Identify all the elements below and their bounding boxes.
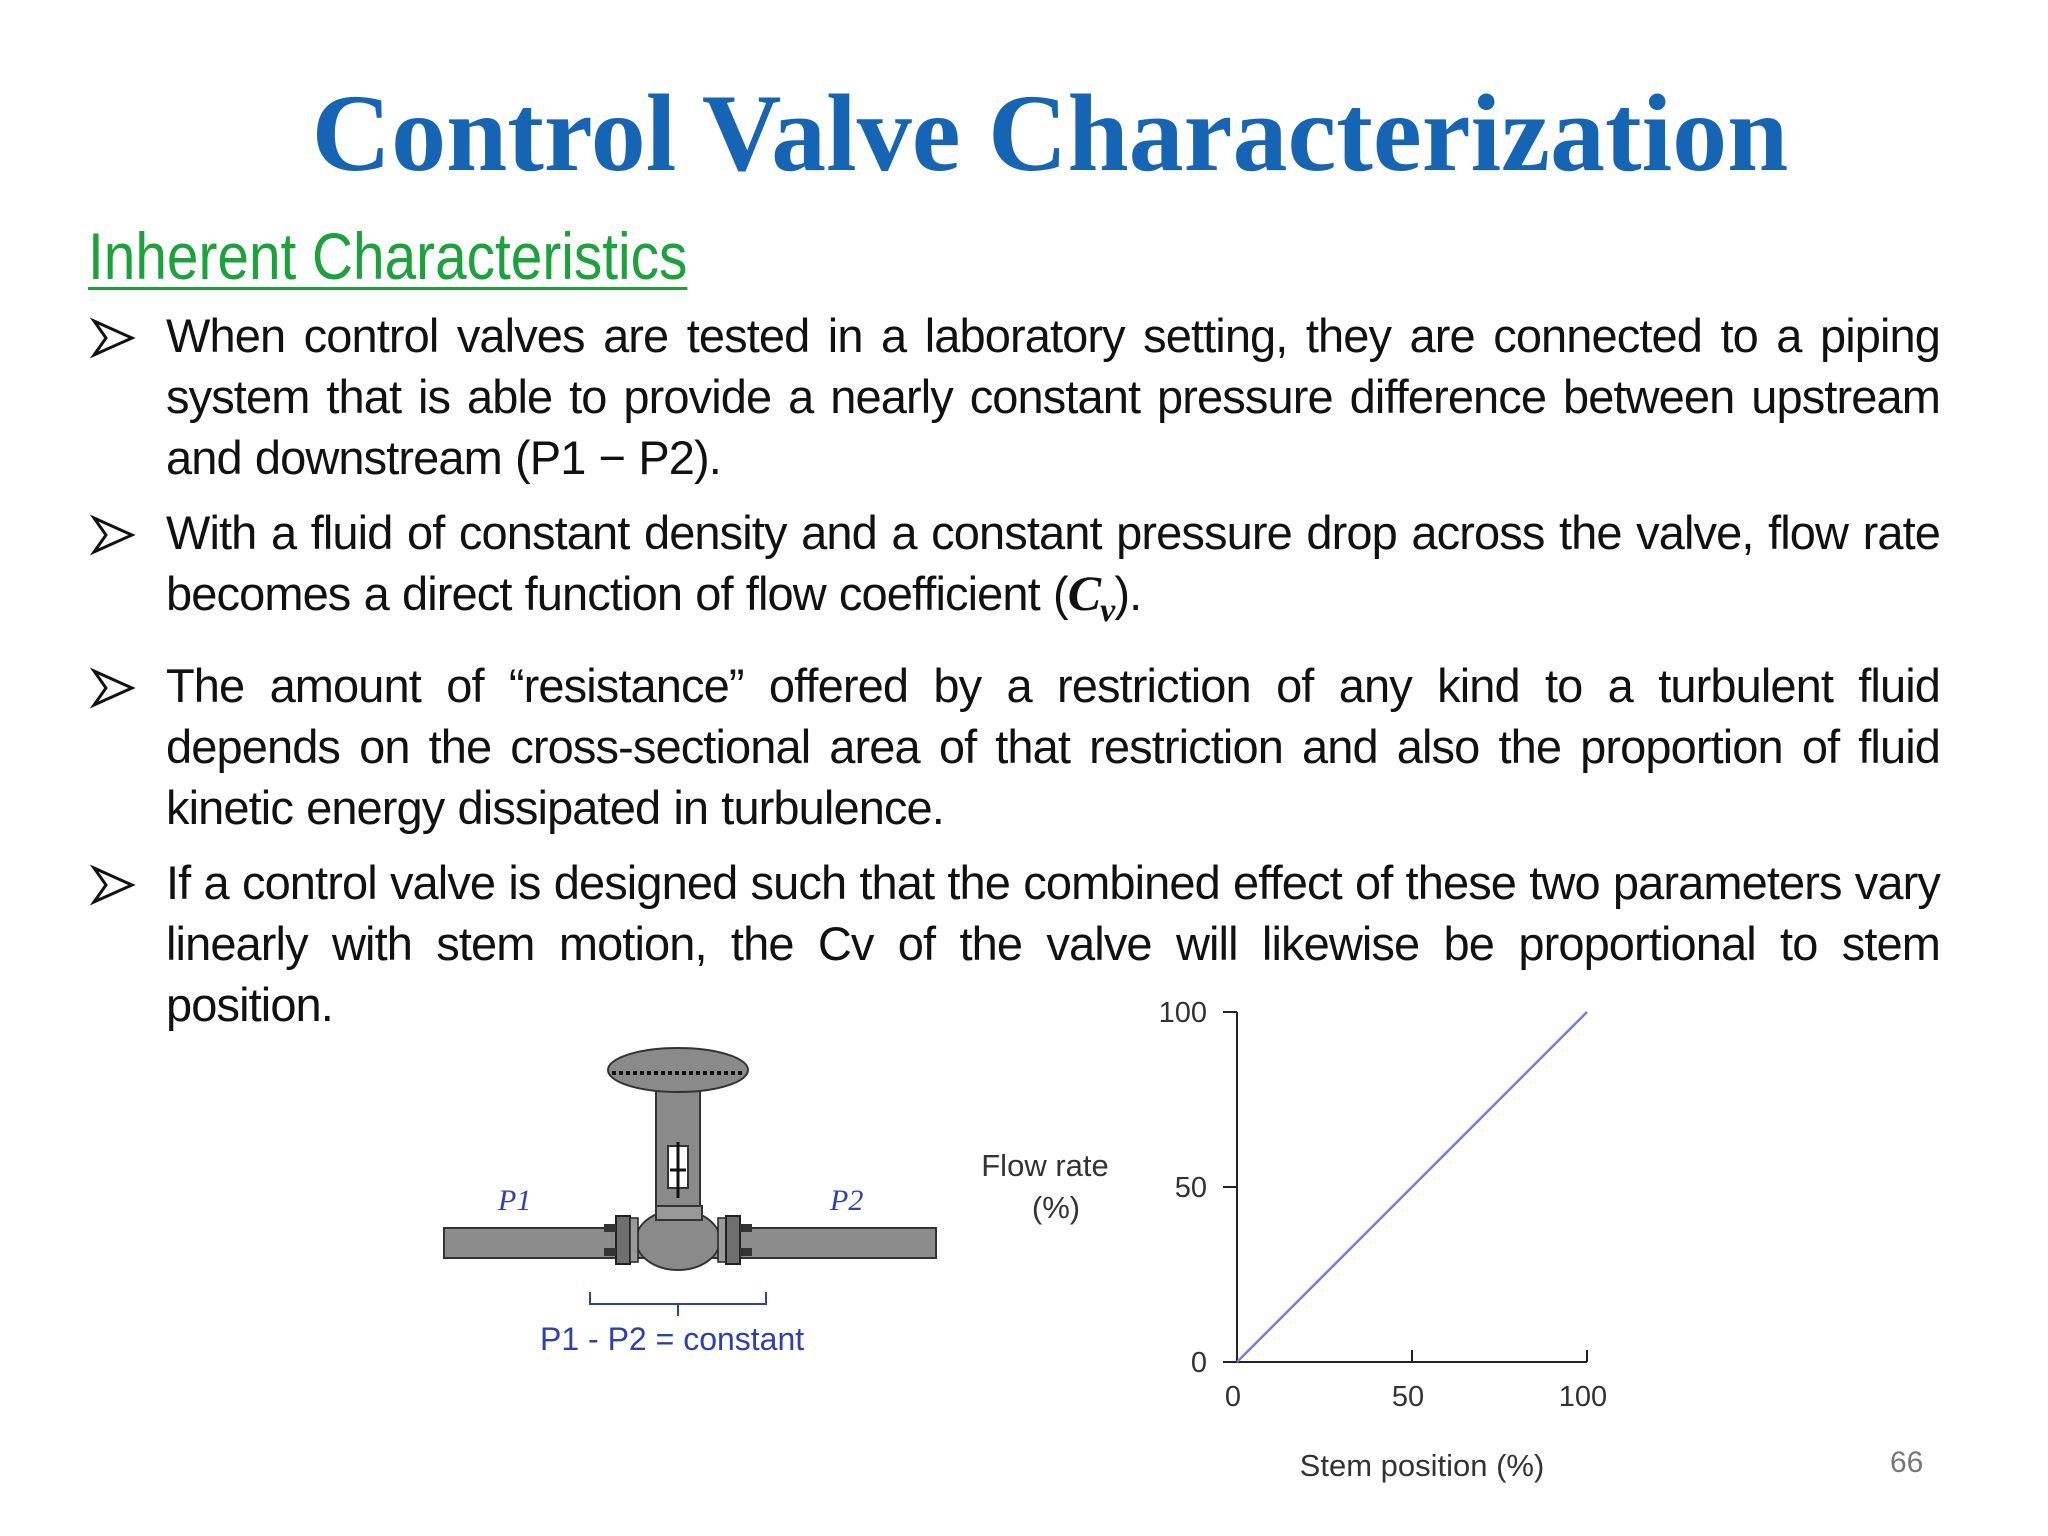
bullet-item [90, 655, 1940, 838]
x-tick-label: 100 [1558, 1381, 1608, 1413]
y-axis-label-line1: Flow rate [981, 1148, 1109, 1183]
arrowhead-bullet-icon [90, 665, 136, 711]
x-axis-label: Stem position (%) [1299, 1448, 1545, 1483]
y-axis-label-line2: (%) [1031, 1190, 1081, 1225]
page-number: 66 [1890, 1446, 1924, 1479]
p2-label: P2 [830, 1184, 864, 1217]
bullet-list [90, 305, 1940, 1049]
bullet-item [90, 502, 1940, 641]
y-tick-label: 100 [1158, 997, 1207, 1029]
x-tick-label: 0 [1224, 1381, 1242, 1413]
actuator-icon [608, 1048, 748, 1206]
x-tick-label: 50 [1391, 1381, 1425, 1413]
bullet-text [166, 502, 1940, 641]
series-line [1237, 1012, 1587, 1362]
bullet-text: The amount of “resistance” offered by a restriction of any kind to a turbulent fluid depends on the cross-sectional area of that restriction and also the proportion of fluid kinetic energy dissipated in turbulence. [166, 659, 1940, 834]
flow-coefficient-symbol: $C_v$ [1067, 565, 1115, 629]
bullet-text-end: ). [1114, 567, 1142, 620]
flow-rate-chart [950, 990, 1630, 1510]
control-valve-diagram [430, 1030, 950, 1400]
arrowhead-bullet-icon [90, 862, 136, 908]
bullet-text: When control valves are tested in a laboratory setting, they are connected to a piping system that is able to provide a nearly constant pressure difference between upstream and downstream (P1 − P2). [166, 309, 1940, 484]
y-tick-label: 0 [1190, 1347, 1207, 1379]
slide-title: Control Valve Characterization [311, 72, 1789, 194]
bullet-text: If a control valve is designed such that the combined effect of these two parameters vary linearly with stem motion, the Cv of the valve will likewise be proportional to stem position. [166, 856, 1940, 1031]
arrowhead-bullet-icon [90, 315, 136, 361]
bullet-text-main: With a fluid of constant density and a constant pressure drop across the valve, flow rate becomes a direct function of flow coefficient ( [166, 506, 1940, 620]
p1-label: P1 [498, 1184, 532, 1217]
bullet-item [90, 305, 1940, 488]
valve-body-icon [604, 1206, 752, 1270]
constant-pressure-label: P1 - P2 = constant [540, 1321, 805, 1357]
section-heading: Inherent Characteristics [88, 219, 688, 293]
arrowhead-bullet-icon [90, 512, 136, 558]
pressure-difference-bracket [590, 1292, 766, 1316]
y-tick-label: 50 [1174, 1172, 1207, 1204]
